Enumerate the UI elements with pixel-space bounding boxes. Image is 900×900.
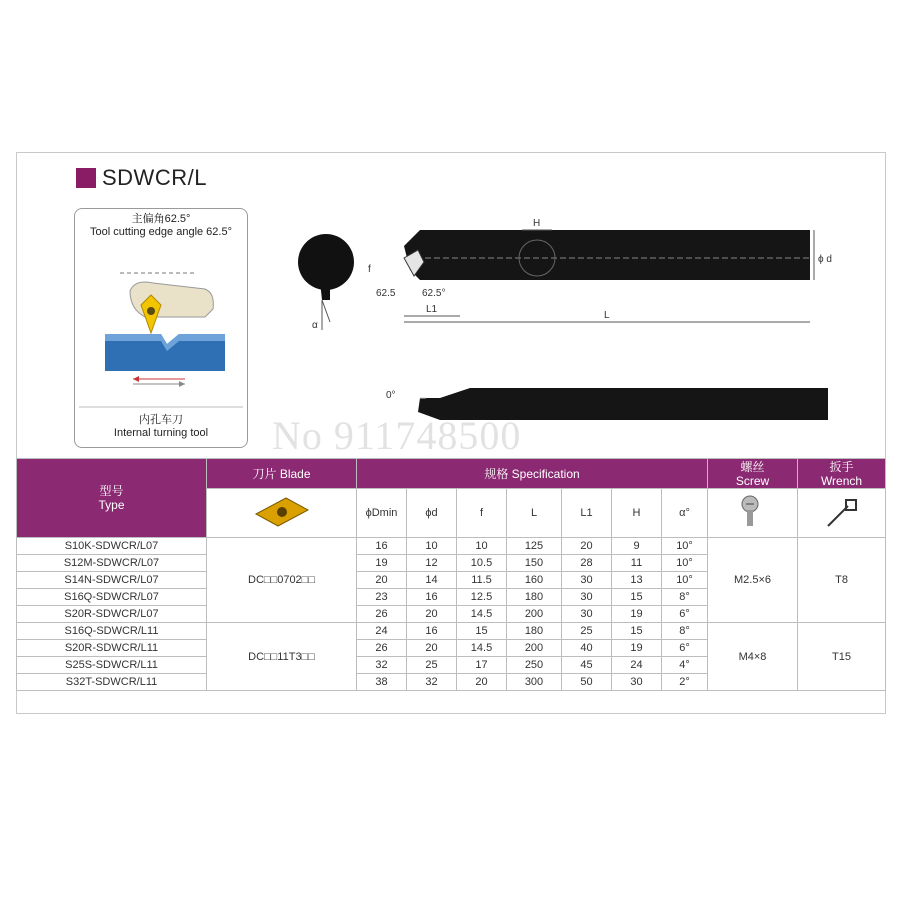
table-row: S16Q-SDWCR/L07 23 16 12.5 180 30 15 8° <box>17 589 886 606</box>
wrench-cell: T8 <box>798 538 886 623</box>
title-text: SDWCR/L <box>102 165 207 190</box>
blade-header: 刀片 Blade <box>207 459 357 489</box>
col-dmin: ϕDmin <box>357 489 407 538</box>
angle-en: Tool cutting edge angle 62.5° <box>89 226 232 238</box>
end-view-icon <box>298 234 354 330</box>
usage-en: Internal turning tool <box>113 427 209 439</box>
col-f: f <box>457 489 507 538</box>
col-l1: L1 <box>562 489 612 538</box>
table-row: S25S-SDWCR/L11 32 25 17 250 45 24 4° <box>17 657 886 674</box>
table-row: S14N-SDWCR/L07 20 14 11.5 160 30 13 10° <box>17 572 886 589</box>
wrench-cell: T15 <box>798 623 886 691</box>
wrench-header: 扳手 Wrench <box>798 459 886 489</box>
col-d: ϕd <box>407 489 457 538</box>
screw-header: 螺丝 Screw <box>708 459 798 489</box>
label-angle2: 62.5° <box>422 288 446 299</box>
table-row: S12M-SDWCR/L07 19 12 10.5 150 28 11 10° <box>17 555 886 572</box>
label-d: ϕ d <box>818 254 832 265</box>
wrench-icon <box>798 489 886 538</box>
col-l: L <box>507 489 562 538</box>
blade-cell: DC□□0702□□ <box>207 538 357 623</box>
label-alpha: α <box>312 320 318 331</box>
tool-bar-top-icon <box>404 230 810 280</box>
table-row: S20R-SDWCR/L11 26 20 14.5 200 40 19 6° <box>17 640 886 657</box>
type-header: 型号 Type <box>17 459 207 538</box>
table-row: S32T-SDWCR/L11 38 32 20 300 50 30 2° <box>17 674 886 691</box>
angle-cn: 主偏角62.5° <box>131 213 191 225</box>
table-row: S16Q-SDWCR/L11 DC□□11T3□□ 24 16 15 180 25 15 8° M4×8 T15 <box>17 623 886 640</box>
usage-cn: 内孔车刀 <box>139 414 183 426</box>
blade-cell: DC□□11T3□□ <box>207 623 357 691</box>
label-l1: L1 <box>426 304 438 315</box>
screw-icon <box>708 489 798 538</box>
screw-cell: M4×8 <box>708 623 798 691</box>
col-alpha: α° <box>662 489 708 538</box>
spec-table <box>16 458 886 691</box>
table-row: S10K-SDWCR/L07 DC□□0702□□ 16 10 10 125 20 9 10° M2.5×6 T8 <box>17 538 886 555</box>
label-h: H <box>533 218 541 229</box>
label-zero: 0° <box>386 390 396 401</box>
watermark: No 911748500 <box>272 413 522 458</box>
table-row: S20R-SDWCR/L07 26 20 14.5 200 30 19 6° <box>17 606 886 623</box>
label-f: f <box>368 264 371 275</box>
blade-insert-icon <box>207 489 357 538</box>
label-l: L <box>604 310 610 321</box>
spec-header: 规格 Specification <box>357 459 708 489</box>
col-h: H <box>612 489 662 538</box>
label-angle1: 62.5 <box>376 288 396 299</box>
screw-cell: M2.5×6 <box>708 538 798 623</box>
